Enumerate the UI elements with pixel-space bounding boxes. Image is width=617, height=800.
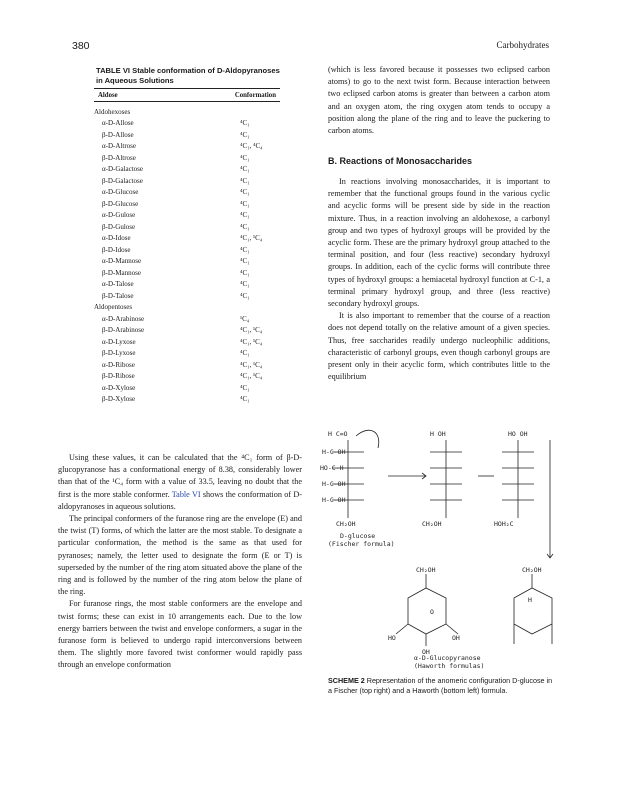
down-arrow — [547, 440, 553, 558]
haworth-ring — [514, 588, 552, 634]
scheme-diagram — [318, 422, 564, 674]
svg-text:CH₂OH: CH₂OH — [422, 520, 442, 528]
conformation-value: ⁴C₁ — [240, 119, 250, 128]
table-row — [94, 290, 280, 302]
haworth-ring — [408, 588, 446, 634]
conformation-value: ⁴C₁ — [240, 395, 250, 404]
table-row — [94, 256, 280, 268]
col-header-aldose: Aldose — [98, 92, 118, 99]
table-row — [94, 244, 280, 256]
svg-text:HO-C-H: HO-C-H — [320, 464, 344, 472]
conformation-value: ⁴C₁ — [240, 349, 250, 358]
table-row — [94, 221, 280, 233]
equilibrium-arrow — [388, 473, 426, 479]
table-row — [94, 233, 280, 245]
aldose-name: β-D-Allose — [102, 130, 134, 139]
scheme-figure — [318, 422, 564, 674]
haworth-label-name: α-D-Glucopyranose — [414, 654, 481, 662]
conformation-value: ⁴C₁ — [240, 280, 250, 289]
table-row — [94, 141, 280, 153]
table-header-rule — [94, 101, 280, 102]
section-heading: B. Reactions of Monosaccharides — [328, 156, 473, 166]
conformation-value: ⁴C₁ — [240, 268, 250, 277]
conformation-value: ⁴C₁ — [240, 199, 250, 208]
svg-text:CH₂OH: CH₂OH — [522, 566, 542, 574]
svg-text:H C=O: H C=O — [328, 430, 348, 438]
aldose-name: α-D-Mannose — [102, 257, 142, 266]
aldose-name: α-D-Arabinose — [102, 314, 145, 323]
table-group-row — [94, 302, 280, 314]
svg-text:H-C-OH: H-C-OH — [322, 496, 346, 504]
aldose-name: β-D-Lyxose — [102, 349, 136, 358]
aldose-name: α-D-Ribose — [102, 360, 135, 369]
conformation-value: ⁴C₁, ¹C₄ — [240, 234, 263, 243]
fischer-label-name: D-glucose — [340, 532, 376, 540]
paragraph — [58, 452, 302, 513]
table-row — [94, 336, 280, 348]
paragraph: The principal conformers of the furanose ring are the envelope (E) and the twist (T) forms, of which the latter are the most stable. To designate a particular conformation, the method is the same as that used for pyranoses; namely, the letter used to designate the form (E or T) is superseded by the number of the ring atom situated above the plane of the ring and is followed by the number of the ring atom below the plane of the ring. — [58, 514, 302, 597]
paragraph: It is also important to remember that the course of a reaction does not depend totally on the relative amount of a given species. Thus, free saccharides readily undergo nucleophilic additions, characteristic of carbonyl groups, even though carbonyl groups are present only in their acyclic form, which contributes little to the equilibrium — [328, 311, 550, 382]
aldose-name: β-D-Idose — [102, 245, 131, 254]
conformation-value: ⁴C₁ — [240, 130, 250, 139]
right-column-top-text — [328, 64, 550, 137]
page-number: 380 — [72, 40, 90, 52]
svg-text:H-C-OH: H-C-OH — [322, 448, 346, 456]
haworth-label-type: (Haworth formulas) — [414, 662, 485, 670]
svg-text:H-C-OH: H-C-OH — [322, 480, 346, 488]
svg-text:HOH₂C: HOH₂C — [494, 520, 514, 528]
table-body — [94, 106, 280, 405]
left-column-text — [58, 452, 302, 672]
table-row — [94, 359, 280, 371]
page-header — [72, 40, 549, 54]
table-group-row — [94, 106, 280, 118]
aldose-name: α-D-Talose — [102, 280, 134, 289]
haworth-substituent — [396, 624, 458, 646]
paragraph: In reactions involving monosaccharides, it is important to remember that the functional groups found in the various cyclic and acyclic forms will be present side by side in the reaction mixture. Thus, in a reaction involving an aldohexose, a carbonyl group and two types of hydroxyl groups will be provided by the acyclic form. These are the primary hydroxyl group attached to the terminal position, and four (less reactive) secondary hydroxyl groups. In addition, each of the cyclic forms will contribute three types of hydroxyl groups: a hemiacetal hydroxyl function at C-1, a terminal primary hydroxyl group, and three (less reactive) secondary hydroxyl groups. — [328, 177, 550, 309]
paragraph: For furanose rings, the most stable conformers are the envelope and twist forms; these can exist in 10 arrangements each. Due to the low energy barriers between the twist and envelope conformers, a sugar in the furanose form is believed to undergo rapid interconversions between them. The slightly more favored twist conformer would rapidly pass through an envelope conformation — [58, 599, 302, 670]
conformation-value: ⁴C₁ — [240, 383, 250, 392]
ring-closure-arrow — [356, 430, 379, 448]
conformation-value: ⁴C₁ — [240, 291, 250, 300]
aldose-name: α-D-Glucose — [102, 188, 139, 197]
table-row — [94, 152, 280, 164]
table-row — [94, 325, 280, 337]
svg-text:CH₂OH: CH₂OH — [416, 566, 436, 574]
aldose-name: α-D-Xylose — [102, 383, 136, 392]
conformation-value: ⁴C₁ — [240, 257, 250, 266]
table-row — [94, 187, 280, 199]
paragraph-text: shows the conformation of D-aldopyranoses in aqueous solutions. — [58, 489, 302, 511]
svg-text:O: O — [430, 608, 434, 616]
conformation-value: ⁴C₁ — [240, 211, 250, 220]
aldose-name: β-D-Ribose — [102, 372, 135, 381]
conformation-value: ⁴C₁ — [240, 176, 250, 185]
running-title: Carbohydrates — [496, 40, 549, 50]
scheme-caption-text: Representation of the anomeric configuration D-glucose in a Fischer (top right) and a Haworth (bottom left) formula. — [328, 676, 553, 695]
conformation-value: ⁴C₁ — [240, 222, 250, 231]
svg-text:CH₂OH: CH₂OH — [336, 520, 356, 528]
conformation-value: ⁴C₁, ¹C₄ — [240, 326, 263, 335]
aldose-name: α-D-Galactose — [102, 165, 143, 174]
aldose-name: β-D-Gulose — [102, 222, 136, 231]
table-row — [94, 394, 280, 406]
conformation-value: ⁴C₁, ⁴C₄ — [240, 142, 263, 151]
svg-text:OH: OH — [422, 648, 430, 656]
svg-text:OH: OH — [452, 634, 460, 642]
table-row — [94, 382, 280, 394]
aldose-name: α-D-Gulose — [102, 211, 136, 220]
svg-text:H: H — [528, 596, 532, 604]
table-row — [94, 279, 280, 291]
paragraph: (which is less favored because it possesses two eclipsed carbon atoms) to go to the next twist form. Because interaction between two eclipsed carbon atoms is greater than between a carbon atom and an oxygen atom, the ring oxygen atom tends to occupy a position along the plane of the ring and to leave the puckering to carbon atoms. — [328, 65, 550, 136]
aldose-name: α-D-Lyxose — [102, 337, 136, 346]
table-reference-link[interactable]: Table VI — [171, 489, 201, 499]
scheme-caption — [328, 676, 556, 696]
aldose-name: β-D-Talose — [102, 291, 134, 300]
conformation-value: ⁴C₁ — [240, 188, 250, 197]
table-row — [94, 348, 280, 360]
aldose-name: β-D-Altrose — [102, 153, 136, 162]
conformation-value: ⁴C₁ — [240, 165, 250, 174]
conformation-value: ⁴C₁, ¹C₄ — [240, 337, 263, 346]
svg-text:HO OH: HO OH — [508, 430, 528, 438]
conformation-table — [94, 88, 280, 405]
conformation-value: ⁴C₁ — [240, 153, 250, 162]
table-row — [94, 267, 280, 279]
aldose-name: Aldopentoses — [94, 303, 133, 312]
table-caption: TABLE VI Stable conformation of D-Aldopyranoses in Aqueous Solutions — [96, 66, 280, 85]
table-row — [94, 164, 280, 176]
aldose-name: β-D-Xylose — [102, 395, 136, 404]
table-row — [94, 129, 280, 141]
table-row — [94, 198, 280, 210]
table-row — [94, 210, 280, 222]
aldose-name: β-D-Galactose — [102, 176, 143, 185]
table-row — [94, 313, 280, 325]
fischer-label-type: (Fischer formula) — [328, 540, 395, 548]
conformation-value: ⁴C₁ — [240, 245, 250, 254]
table-row — [94, 371, 280, 383]
aldose-name: α-D-Allose — [102, 119, 134, 128]
svg-text:H OH: H OH — [430, 430, 446, 438]
table-header — [94, 89, 280, 101]
scheme-caption-label: SCHEME 2 — [328, 676, 365, 685]
aldose-name: α-D-Idose — [102, 234, 131, 243]
conformation-value: ⁴C₁, ¹C₄ — [240, 360, 263, 369]
aldose-name: β-D-Glucose — [102, 199, 139, 208]
conformation-value: ⁴C₁, ¹C₄ — [240, 372, 263, 381]
aldose-name: Aldohexoses — [94, 107, 131, 116]
aldose-name: β-D-Mannose — [102, 268, 141, 277]
svg-text:HO: HO — [388, 634, 396, 642]
table-row — [94, 118, 280, 130]
right-column-text — [328, 176, 550, 383]
col-header-conformation: Conformation — [234, 92, 276, 99]
paragraph-text: Using these values, it can be calculated that the ⁴C₁ form of β-D-glucopyranose has a conformational energy of 8.38, considerably lower than that of the ¹C₄ form with a value of 33.5, leaving no doubt that the first is the more stable conformer. — [58, 453, 302, 499]
table-row — [94, 175, 280, 187]
aldose-name: β-D-Arabinose — [102, 326, 145, 335]
aldose-name: α-D-Altrose — [102, 142, 136, 151]
conformation-value: ¹C₄ — [240, 314, 250, 323]
